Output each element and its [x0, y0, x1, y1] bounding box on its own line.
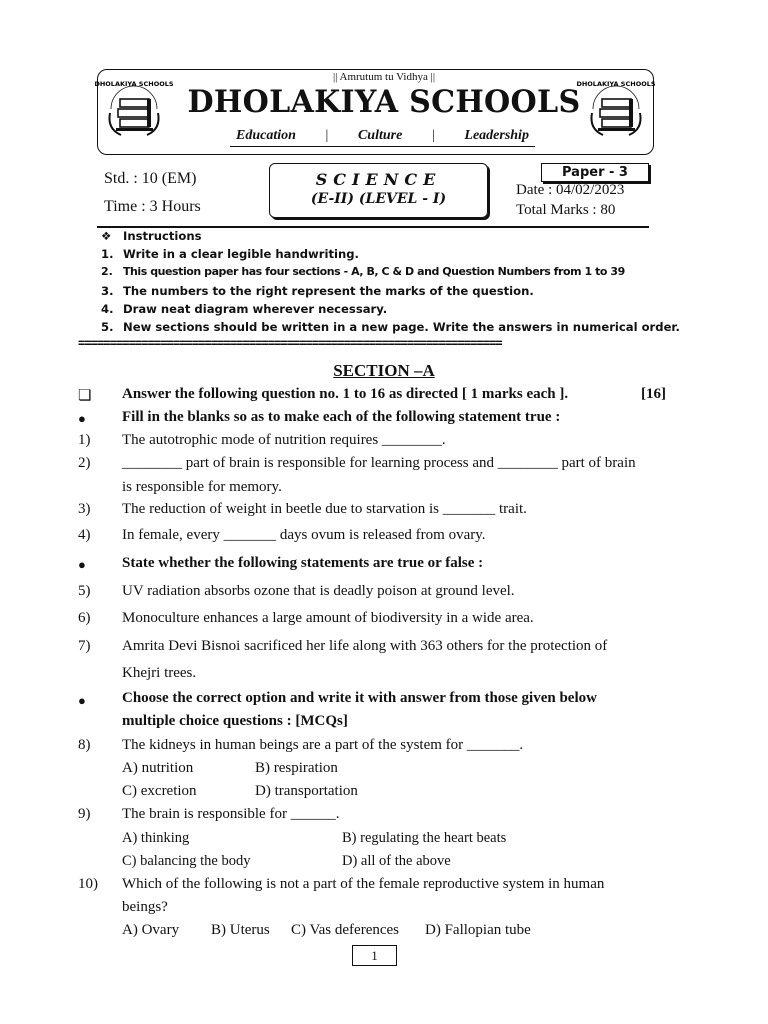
mcq-option: A) nutrition [122, 760, 194, 776]
question-text: The reduction of weight in beetle due to starvation is _______ trait. [122, 501, 527, 517]
group-heading-mcq: Choose the correct option and write it with answer from those given below [122, 690, 597, 706]
exam-time: Time : 3 Hours [104, 198, 201, 215]
question-text: The kidneys in human beings are a part of the system for _______. [122, 737, 524, 753]
mcq-option: D) transportation [255, 783, 358, 799]
tagline-education: Education [236, 127, 296, 143]
mcq-option: C) excretion [122, 783, 197, 799]
question-number: 5) [78, 583, 91, 599]
question-text: In female, every _______ days ovum is released from ovary. [122, 527, 486, 543]
school-logo-left-icon [94, 73, 174, 139]
group-heading-fill: Fill in the blanks so as to make each of the following statement true : [122, 409, 561, 425]
question-number: 10) [78, 876, 98, 892]
instruction-item: 5. New sections should be written in a new page. Write the answers in numerical order. [101, 320, 680, 334]
instruction-item: 1. Write in a clear legible handwriting. [101, 247, 359, 261]
question-number: 6) [78, 610, 91, 626]
motto: || Amrutum tu Vidhya || [332, 71, 436, 83]
mcq-option: C) balancing the body [122, 853, 251, 869]
checkbox-bullet-icon: ❏ [78, 388, 92, 404]
paper-number: Paper - 3 [541, 163, 649, 182]
question-text: The brain is responsible for ______. [122, 806, 340, 822]
dot-bullet-icon: ● [78, 411, 86, 426]
question-number: 9) [78, 806, 91, 822]
question-text: Which of the following is not a part of the female reproductive system in human [122, 876, 605, 892]
mcq-option: B) regulating the heart beats [342, 830, 507, 846]
diamond-bullet-icon: ❖ [101, 229, 112, 243]
section-directive: Answer the following question no. 1 to 16 as directed [ 1 marks each ]. [122, 386, 569, 402]
question-number: 1) [78, 432, 91, 448]
instruction-item: 3. The numbers to the right represent the marks of the question. [101, 284, 534, 298]
subject-title: SCIENCE [315, 170, 442, 189]
mcq-option: D) all of the above [342, 853, 451, 869]
instruction-item: 4. Draw neat diagram wherever necessary. [101, 302, 388, 316]
mcq-option: A) Ovary [122, 922, 180, 938]
double-divider: =================================================================== [78, 336, 502, 350]
instructions-heading: ❖ Instructions [101, 229, 202, 243]
mcq-option: C) Vas deferences [291, 922, 400, 938]
page-number: 1 [352, 945, 397, 966]
mcq-option: B) respiration [255, 760, 338, 776]
tagline-culture: Culture [357, 127, 403, 143]
question-text: is responsible for memory. [122, 479, 282, 495]
question-number: 2) [78, 455, 91, 471]
group-heading-mcq-cont: multiple choice questions : [MCQs] [122, 713, 348, 729]
tagline-leadership: Leadership [464, 127, 529, 143]
dot-bullet-icon: ● [78, 557, 86, 572]
standard: Std. : 10 (EM) [104, 170, 197, 187]
group-heading-truefalse: State whether the following statements are true or false : [122, 555, 484, 571]
subject-level: (E-II) (LEVEL - I) [310, 191, 447, 207]
total-marks: Total Marks : 80 [516, 202, 616, 218]
instruction-item: 2. This question paper has four sections - A, B, C & D and Question Numbers from 1 to 39 [101, 265, 625, 278]
exam-date: Date : 04/02/2023 [516, 182, 625, 198]
school-logo-right-icon [576, 73, 656, 139]
question-text: beings? [122, 899, 168, 915]
svg-text:DHOLAKIYA SCHOOLS: DHOLAKIYA SCHOOLS [576, 80, 656, 88]
question-text: UV radiation absorbs ozone that is deadly poison at ground level. [122, 583, 515, 599]
question-number: 8) [78, 737, 91, 753]
question-text: The autotrophic mode of nutrition requires ________. [122, 432, 446, 448]
dot-bullet-icon: ● [78, 693, 86, 708]
school-name: DHOLAKIYA SCHOOLS [187, 84, 581, 120]
question-number: 4) [78, 527, 91, 543]
question-number: 3) [78, 501, 91, 517]
svg-text:DHOLAKIYA SCHOOLS: DHOLAKIYA SCHOOLS [94, 80, 174, 88]
question-text: Amrita Devi Bisnoi sacrificed her life along with 363 others for the protection of [122, 638, 608, 654]
question-text: Monoculture enhances a large amount of biodiversity in a wide area. [122, 610, 534, 626]
tagline: Education | Culture | Leadership [230, 125, 535, 147]
question-text: Khejri trees. [122, 665, 197, 681]
question-text: ________ part of brain is responsible for learning process and ________ part of brain [122, 455, 636, 471]
mcq-option: D) Fallopian tube [425, 922, 531, 938]
mcq-option: A) thinking [122, 830, 190, 846]
subject-box [269, 163, 488, 218]
header-rule [97, 226, 649, 228]
question-number: 7) [78, 638, 91, 654]
section-marks: [16] [641, 386, 666, 402]
section-title: SECTION –A [333, 361, 435, 380]
mcq-option: B) Uterus [211, 922, 270, 938]
